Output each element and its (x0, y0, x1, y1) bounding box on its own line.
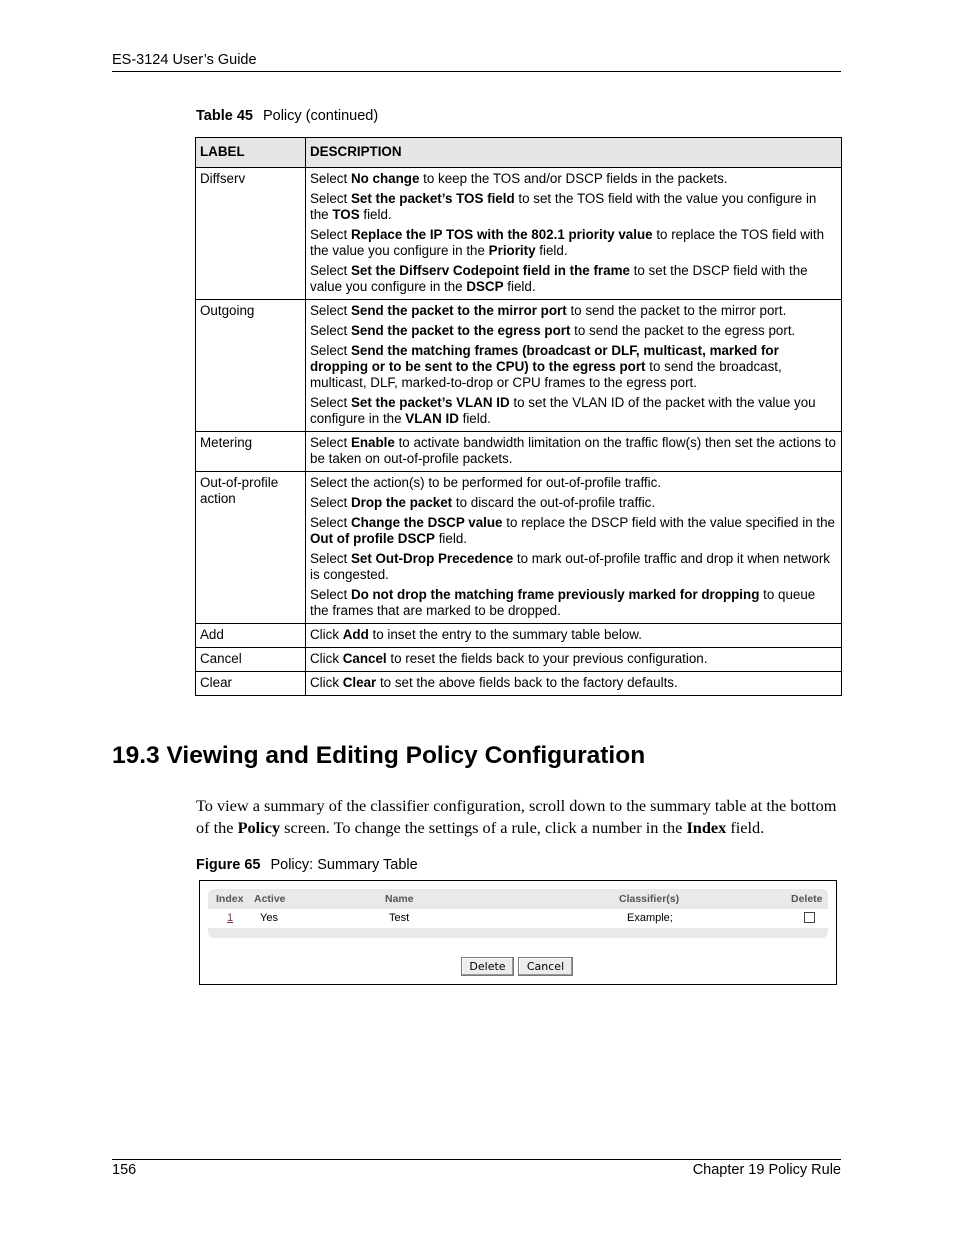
col-index-header: Index (216, 893, 244, 905)
text-run: field. (726, 817, 765, 837)
text-run: to activate bandwidth limitation on the traffic flow(s) then set the actions to be taken on out-of-profile packets. (310, 435, 836, 466)
summary-header-row (208, 889, 828, 909)
text-run: Click (310, 675, 343, 690)
text-run: Select (310, 263, 351, 278)
bold-term: Set the Diffserv Codepoint field in the frame (350, 263, 630, 278)
col-label-header: LABEL (196, 138, 306, 168)
row-label: Outgoing (196, 300, 306, 432)
row-label: Add (196, 624, 306, 648)
text-run: Select (310, 323, 351, 338)
summary-table (208, 889, 828, 938)
description-paragraph (310, 475, 837, 491)
description-paragraph (310, 323, 837, 339)
bold-term: Enable (350, 435, 395, 450)
table-caption-text: Policy (continued) (262, 108, 379, 124)
bold-term: No change (350, 171, 420, 186)
text-run: to set the above fields back to the factory defaults. (376, 675, 678, 690)
text-run: Select (310, 587, 351, 602)
description-paragraph (310, 227, 837, 259)
figure-caption-number: Figure 65 (196, 857, 261, 873)
section-title: 19.3 Viewing and Editing Policy Configuration (112, 742, 646, 769)
bold-term: VLAN ID (405, 411, 459, 426)
text-run: to send the broadcast, multicast, DLF, marked-to-drop or CPU frames to the egress port. (310, 359, 782, 390)
text-run: Select (310, 343, 351, 358)
active-value: Yes (260, 912, 278, 924)
row-description (306, 472, 842, 624)
footer-rule (112, 1159, 841, 1160)
bold-term: Add (342, 627, 369, 642)
bold-term: Index (686, 817, 727, 837)
text-run: Select (310, 435, 351, 450)
row-label: Cancel (196, 648, 306, 672)
col-delete-header: Delete (791, 893, 823, 905)
table-row (196, 300, 842, 432)
row-description (306, 648, 842, 672)
page-number: 156 (112, 1162, 137, 1178)
row-label: Clear (196, 672, 306, 696)
body-paragraph (196, 795, 846, 838)
description-paragraph (310, 651, 837, 667)
row-description (306, 168, 842, 300)
table-caption (196, 108, 378, 124)
text-run: Select (310, 227, 351, 242)
col-description-header: DESCRIPTION (306, 138, 842, 168)
description-paragraph (310, 551, 837, 583)
figure-caption (196, 857, 418, 873)
text-run: Select (310, 495, 351, 510)
index-link[interactable]: 1 (227, 912, 234, 924)
text-run: Select the action(s) to be performed for out-of-profile traffic. (310, 475, 662, 490)
delete-button[interactable]: Delete (461, 957, 514, 976)
row-label: Out-of-profile action (196, 472, 306, 624)
figure-caption-text: Policy: Summary Table (270, 857, 418, 873)
text-run: to inset the entry to the summary table below. (368, 627, 642, 642)
text-run: to mark out-of-profile traffic and drop it when network is congested. (310, 551, 830, 582)
text-run: to replace the TOS field with the value you configure in the (310, 227, 825, 258)
text-run: to send the packet to the mirror port. (566, 303, 787, 318)
text-run: to set the VLAN ID of the packet with the value you configure in the (310, 395, 816, 426)
text-run: Click (310, 651, 343, 666)
description-paragraph (310, 191, 837, 223)
text-run: Select (310, 551, 351, 566)
bold-term: TOS (332, 207, 360, 222)
bold-term: Send the packet to the egress port (350, 323, 571, 338)
description-paragraph (310, 587, 837, 619)
col-name-header: Name (385, 893, 414, 905)
bold-term: Change the DSCP value (350, 515, 503, 530)
text-run: Select (310, 515, 351, 530)
text-run: to reset the fields back to your previous configuration. (386, 651, 708, 666)
text-run: Click (310, 627, 343, 642)
delete-checkbox[interactable] (804, 912, 815, 923)
table-header-row (196, 138, 842, 168)
bold-term: Set Out-Drop Precedence (350, 551, 514, 566)
text-run: to queue the frames that are marked to be dropped. (310, 587, 816, 618)
text-run: field. (535, 243, 568, 258)
text-run: field. (359, 207, 392, 222)
bold-term: Do not drop the matching frame previously marked for dropping (350, 587, 760, 602)
table-row (196, 672, 842, 696)
col-classifiers-header: Classifier(s) (619, 893, 680, 905)
bold-term: DSCP (466, 279, 504, 294)
classifiers-value: Example; (627, 912, 673, 924)
table-caption-number: Table 45 (196, 108, 253, 124)
text-run: field. (434, 531, 467, 546)
text-run: Select (310, 171, 351, 186)
bold-term: Out of profile DSCP (310, 531, 435, 546)
row-label: Diffserv (196, 168, 306, 300)
chapter-title: Chapter 19 Policy Rule (692, 1162, 841, 1178)
row-description (306, 624, 842, 648)
description-paragraph (310, 303, 837, 319)
row-description (306, 300, 842, 432)
text-run: field. (503, 279, 536, 294)
description-paragraph (310, 627, 837, 643)
bold-term: Clear (342, 675, 377, 690)
bold-term: Priority (488, 243, 536, 258)
text-run: To view a summary of the classifier configuration, scroll down to the summary table at the bottom of the (196, 796, 837, 837)
bold-term: Drop the packet (350, 495, 453, 510)
table-row (196, 472, 842, 624)
bold-term: Replace the IP TOS with the 802.1 priority value (350, 227, 653, 242)
description-paragraph (310, 395, 837, 427)
table-row (196, 168, 842, 300)
bold-term: Policy (237, 817, 281, 837)
description-paragraph (310, 495, 837, 511)
text-run: screen. To change the settings of a rule, click a number in the (280, 817, 687, 837)
description-paragraph (310, 263, 837, 295)
text-run: Select (310, 395, 351, 410)
bold-term: Cancel (342, 651, 387, 666)
bold-term: Set the packet’s VLAN ID (350, 395, 510, 410)
bold-term: Send the matching frames (broadcast or DLF, multicast, marked for dropping or to be sent to the CPU) to the egress port (310, 343, 779, 374)
description-paragraph (310, 515, 837, 547)
text-run: to keep the TOS and/or DSCP fields in the packets. (419, 171, 728, 186)
text-run: to discard the out-of-profile traffic. (452, 495, 656, 510)
description-paragraph (310, 675, 837, 691)
text-run: to set the DSCP field with the value you configure in the (310, 263, 808, 294)
policy-table (195, 137, 842, 696)
text-run: to replace the DSCP field with the value specified in the (502, 515, 835, 530)
bold-term: Send the packet to the mirror port (350, 303, 567, 318)
text-run: Select (310, 303, 351, 318)
name-value: Test (389, 912, 410, 924)
text-run: to send the packet to the egress port. (570, 323, 796, 338)
bold-term: Set the packet’s TOS field (350, 191, 515, 206)
row-description (306, 672, 842, 696)
table-row (208, 909, 828, 928)
text-run: Select (310, 191, 351, 206)
description-paragraph (310, 343, 837, 391)
description-paragraph (310, 171, 837, 187)
header-rule (112, 71, 841, 72)
table-body (196, 168, 842, 696)
cancel-button[interactable]: Cancel (518, 957, 573, 976)
summary-figure (199, 880, 837, 985)
table-row (196, 432, 842, 472)
description-paragraph (310, 435, 837, 467)
table-row (196, 648, 842, 672)
text-run: field. (458, 411, 491, 426)
table-row (196, 624, 842, 648)
row-label: Metering (196, 432, 306, 472)
running-header: ES-3124 User’s Guide (112, 52, 257, 68)
col-active-header: Active (254, 893, 286, 905)
row-description (306, 432, 842, 472)
text-run: to set the TOS field with the value you configure in the (310, 191, 817, 222)
